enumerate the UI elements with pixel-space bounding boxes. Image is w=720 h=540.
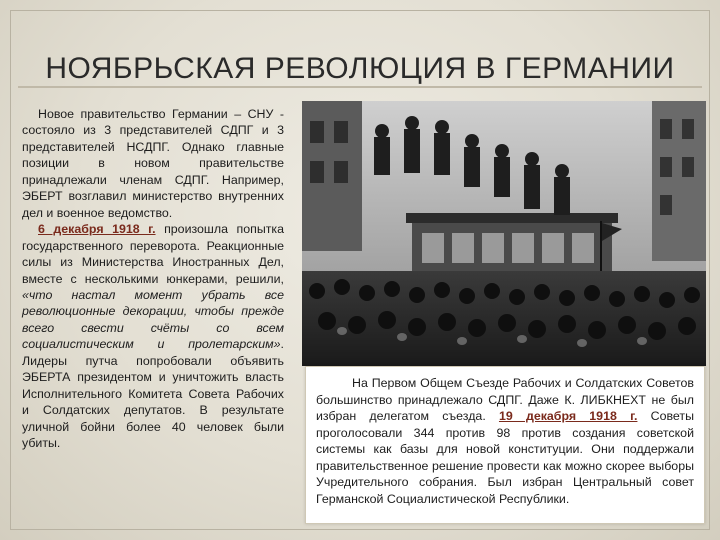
right-paragraph bbox=[316, 375, 694, 507]
left-paragraph-2-text-a: произошла попытка государственного переворота. Реакционные силы из Министерства Иностранных Дел, вместе с несколькими юнкерами, решили, bbox=[22, 222, 284, 286]
left-paragraph-2-quote: «что настал момент убрать все революционные декорации, чтобы прежде всего свести счёты со всем социалистическим и пролетарским» bbox=[22, 287, 284, 352]
crowd-photo-illustration bbox=[302, 101, 706, 366]
right-paragraph-text-a: На Первом Общем Съезде Рабочих и Солдатских Советов большинство принадлежало СДПГ. Даже К. ЛИБКНЕХТ не был избран делегатом съезда. bbox=[316, 376, 694, 423]
title-underline bbox=[18, 86, 702, 88]
date-6-december[interactable]: 6 декабря 1918 г. bbox=[38, 222, 156, 237]
left-text-block bbox=[22, 106, 284, 452]
right-paragraph-text-b: Советы проголосовали 344 против 98 против создания советской системы как базы для новой конституции. Они поддержали правительственное решение провести как можно скорее выборы Учредительного собрания. Был избран Центральный совет Германской Социалистической Республики. bbox=[316, 409, 694, 506]
slide-title: НОЯБРЬСКАЯ РЕВОЛЮЦИЯ В ГЕРМАНИИ bbox=[45, 52, 675, 85]
left-paragraph-2 bbox=[22, 221, 284, 451]
right-text-box bbox=[305, 366, 705, 524]
left-paragraph-1: Новое правительство Германии – СНУ - состояло из 3 представителей СДПГ и 3 представителей НСДПГ. Однако главные позиции в новом правительстве принадлежали членам СДПГ. Например, ЭБЕРТ возглавил министерство внутренних дел и военное ведомство. bbox=[22, 107, 284, 220]
left-paragraph-2-text-b: . Лидеры путча попробовали объявить ЭБЕРТА президентом и уничтожить власть Исполнительного Комитета Совета Рабочих и Солдатских депутатов. В результате уличной бойни более 40 человек были убиты. bbox=[22, 337, 284, 451]
right-text bbox=[316, 375, 694, 507]
historical-photo bbox=[302, 101, 706, 366]
date-19-december[interactable]: 19 декабря 1918 г. bbox=[498, 409, 638, 423]
